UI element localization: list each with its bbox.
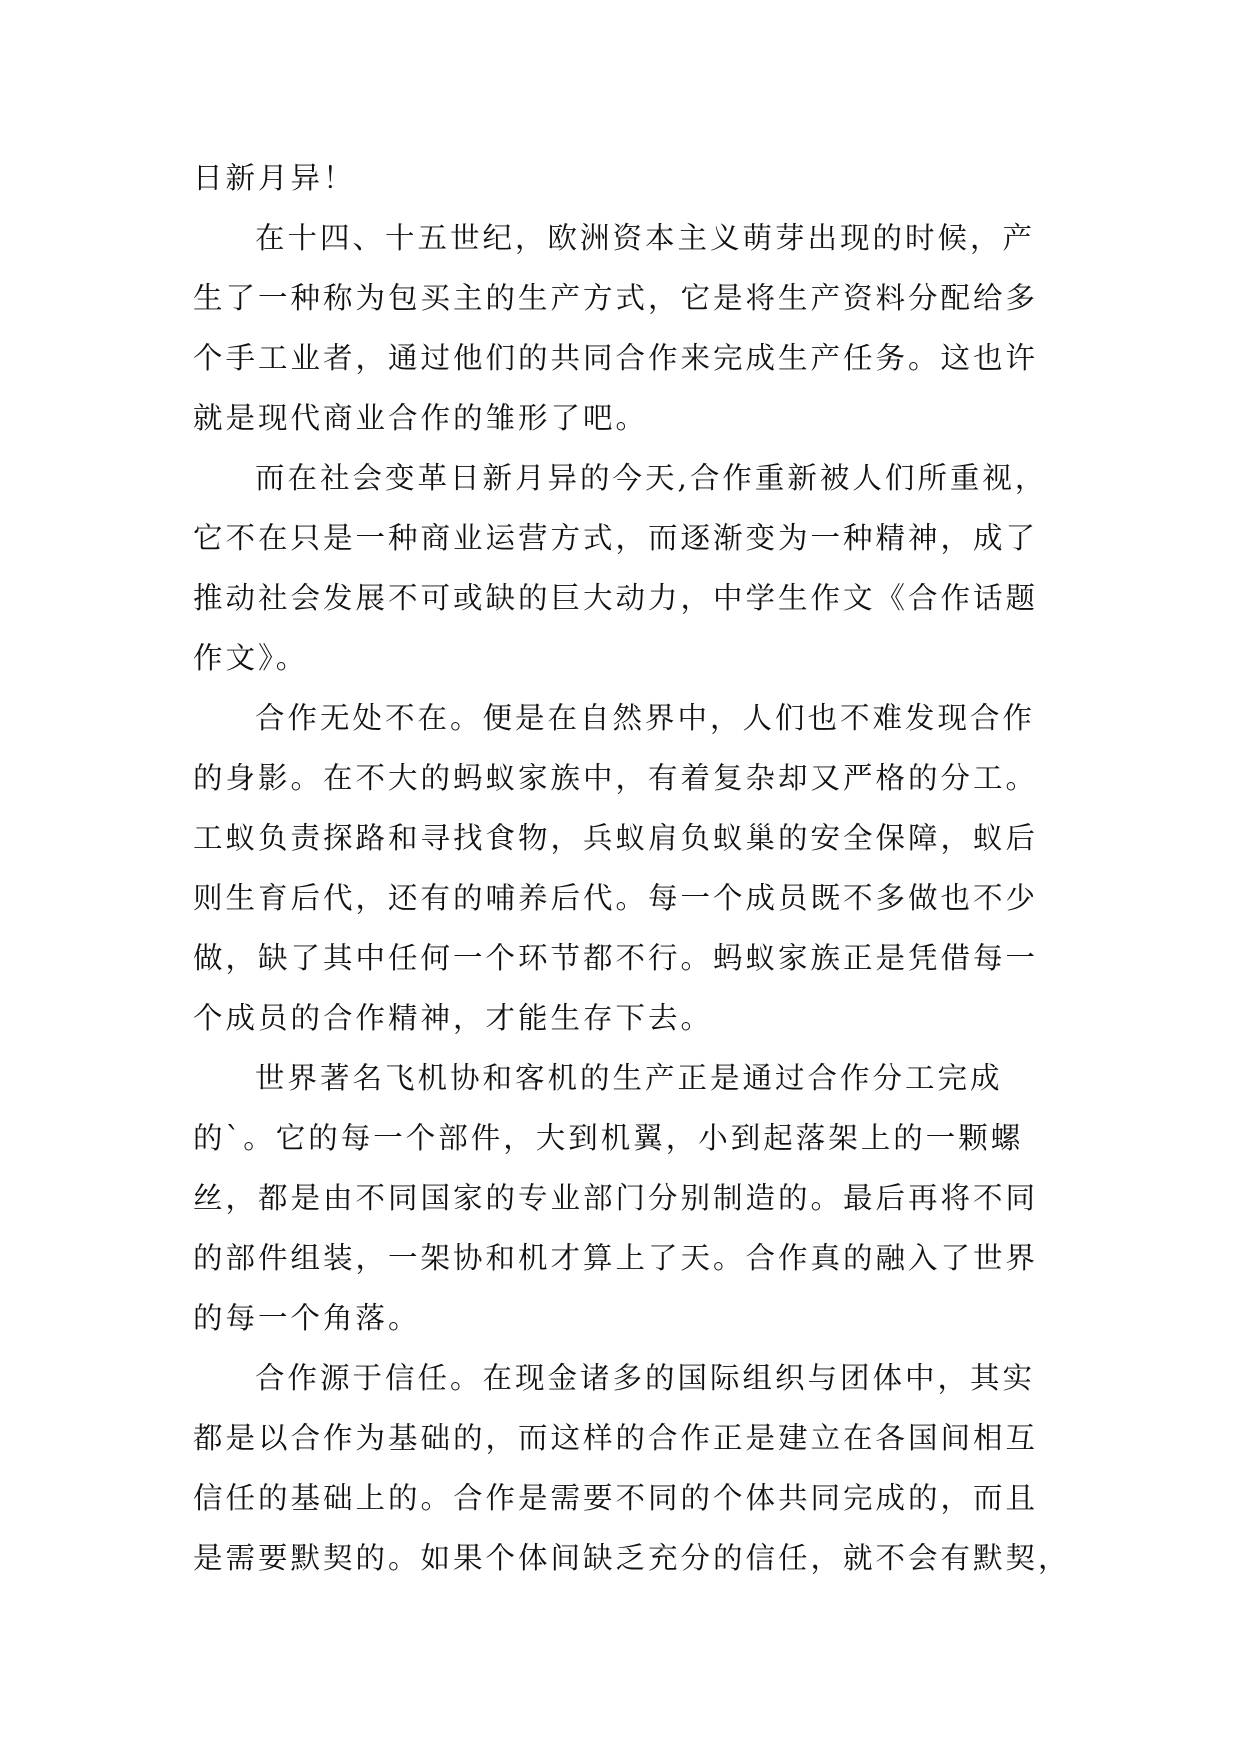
text-line: 推动社会发展不可或缺的巨大动力，中学生作文《合作话题 [193,581,1039,615]
text-line: 在十四、十五世纪，欧洲资本主义萌芽出现的时候，产 [255,221,1036,255]
text-line: 的部件组装，一架协和机才算上了天。合作真的融入了世界 [193,1241,1039,1275]
text-line: 就是现代商业合作的雏形了吧。 [193,401,649,435]
text-line: 都是以合作为基础的，而这样的合作正是建立在各国间相互 [193,1421,1039,1455]
text-line: 它不在只是一种商业运营方式，而逐渐变为一种精神，成了 [193,521,1039,555]
text-line: 而在社会变革日新月异的今天,合作重新被人们所重视， [255,461,1048,495]
text-line: 个手工业者，通过他们的共同合作来完成生产任务。这也许 [193,341,1039,375]
text-line: 丝，都是由不同国家的专业部门分别制造的。最后再将不同 [193,1181,1039,1215]
text-line: 个成员的合作精神，才能生存下去。 [193,1001,714,1035]
text-line: 信任的基础上的。合作是需要不同的个体共同完成的，而且 [193,1481,1039,1515]
text-line: 的每一个角落。 [193,1301,421,1335]
text-line: 作文》。 [193,641,309,675]
text-line: 合作源于信任。在现金诸多的国际组织与团体中，其实 [255,1361,1036,1395]
text-line: 世界著名飞机协和客机的生产正是通过合作分工完成 [255,1061,1003,1095]
text-line: 工蚁负责探路和寻找食物，兵蚁肩负蚁巢的安全保障，蚁后 [193,821,1039,855]
text-line: 则生育后代，还有的哺养后代。每一个成员既不多做也不少 [193,881,1039,915]
text-line: 日新月异！ [193,161,356,195]
text-line: 的身影。在不大的蚂蚁家族中，有着复杂却又严格的分工。 [193,761,1039,795]
text-line: 是需要默契的。如果个体间缺乏充分的信任，就不会有默契， [193,1541,1071,1575]
text-line: 做，缺了其中任何一个环节都不行。蚂蚁家族正是凭借每一 [193,941,1039,975]
text-line: 合作无处不在。便是在自然界中，人们也不难发现合作 [255,701,1036,735]
text-line: 生了一种称为包买主的生产方式，它是将生产资料分配给多 [193,281,1039,315]
document-page [193,148,1071,1588]
text-line: 的`。它的每一个部件，大到机翼，小到起落架上的一颗螺 [193,1121,1024,1155]
